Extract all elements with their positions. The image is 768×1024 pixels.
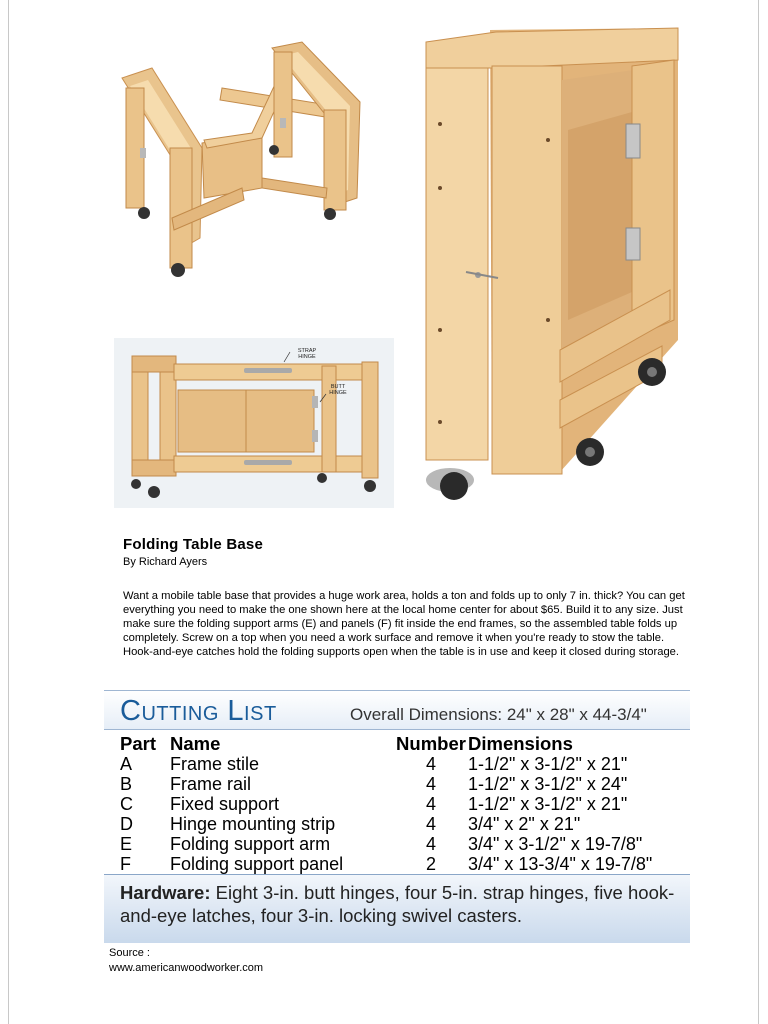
photo-open-base xyxy=(112,38,372,283)
table-row xyxy=(120,754,686,774)
cutting-list-header-row xyxy=(120,734,686,754)
part-dimensions: 1-1/2" x 3-1/2" x 21" xyxy=(468,794,628,814)
cutting-list-header xyxy=(104,690,690,730)
part-letter: D xyxy=(120,814,133,834)
hardware-description: Eight 3-in. butt hinges, four 5-in. strap hinges, five hook-and-eye latches, four 3-in. locking swivel casters. xyxy=(120,882,675,926)
cutting-list-table xyxy=(120,734,686,874)
source-label: Source : xyxy=(109,947,150,959)
part-name: Hinge mounting strip xyxy=(170,814,336,834)
part-name: Fixed support xyxy=(170,794,280,814)
part-name: Frame stile xyxy=(170,754,260,774)
part-letter: A xyxy=(120,754,133,774)
table-row xyxy=(120,794,686,814)
photo-folded-base xyxy=(400,20,690,520)
part-name: Frame rail xyxy=(170,774,252,794)
overall-dimensions: Overall Dimensions: 24" x 28" x 44-3/4" xyxy=(350,705,647,724)
part-number: 4 xyxy=(425,794,436,814)
article-byline: By Richard Ayers xyxy=(123,556,208,568)
table-row xyxy=(120,814,686,834)
part-letter: B xyxy=(120,774,133,794)
hardware-label: Hardware: xyxy=(120,882,211,903)
source-url[interactable]: www.americanwoodworker.com xyxy=(109,962,264,974)
table-row xyxy=(120,774,686,794)
table-row xyxy=(120,854,686,874)
cutting-list-title: Cutting List xyxy=(120,695,277,727)
butt-hinge-label: BUTT HINGE xyxy=(329,384,347,396)
hardware-text-block xyxy=(120,881,680,927)
part-dimensions: 3/4" x 13-3/4" x 19-7/8" xyxy=(468,854,653,874)
header-number: Number xyxy=(396,733,466,754)
header-dimensions: Dimensions xyxy=(468,733,573,754)
part-dimensions: 1-1/2" x 3-1/2" x 24" xyxy=(468,774,628,794)
strap-hinge-label: STRAP HINGE xyxy=(297,348,317,360)
photo-side-view xyxy=(114,338,394,508)
part-dimensions: 3/4" x 3-1/2" x 19-7/8" xyxy=(468,834,643,854)
table-row xyxy=(120,834,686,854)
part-name: Folding support arm xyxy=(170,834,331,854)
part-letter: F xyxy=(120,854,131,874)
header-name: Name xyxy=(170,733,221,754)
part-number: 4 xyxy=(425,774,436,794)
part-number: 4 xyxy=(425,814,436,834)
part-name: Folding support panel xyxy=(170,854,344,874)
part-letter: E xyxy=(120,834,133,854)
cutting-list-panel xyxy=(104,690,690,942)
page-border-left xyxy=(8,0,9,1024)
article-body: Want a mobile table base that provides a huge work area, holds a ton and folds up to only 7 in. thick? You can get everything you need to make the one shown here at the local home center for about $65. Build it to any size. Just make sure the folding support arms (E) and panels (F) fit inside the end frames, so the assembled table folds up completely. Screw on a top when you need a work surface and remove it when you're ready to stow the table. Hook-and-eye catches hold the folding supports open when the table is in use and keep it closed during storage. xyxy=(123,590,685,658)
part-number: 2 xyxy=(425,854,436,874)
page-border-right xyxy=(758,0,759,1024)
article-title: Folding Table Base xyxy=(123,536,264,553)
part-dimensions: 3/4" x 2" x 21" xyxy=(468,814,581,834)
part-number: 4 xyxy=(425,754,436,774)
part-letter: C xyxy=(120,794,133,814)
hardware-section xyxy=(104,874,690,943)
part-number: 4 xyxy=(425,834,436,854)
part-dimensions: 1-1/2" x 3-1/2" x 21" xyxy=(468,754,628,774)
header-part: Part xyxy=(120,733,156,754)
